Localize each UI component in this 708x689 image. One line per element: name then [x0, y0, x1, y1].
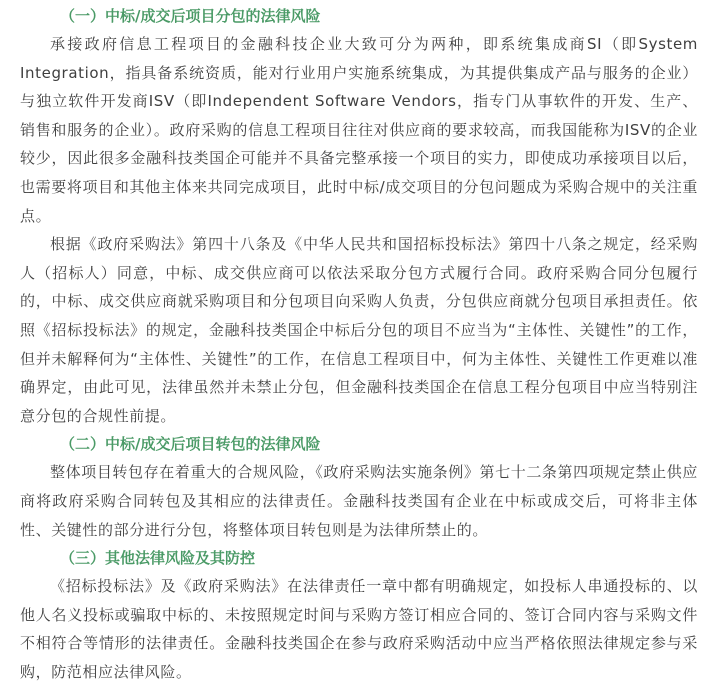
section-1-paragraph-2: 根据《政府采购法》第四十八条及《中华人民共和国招标投标法》第四十八条之规定，经采购人（招标人）同意，中标、成交供应商可以依法采取分包方式履行合同。政府采购合同分包履行的，中标、成交供应商就采购项目和分包项目向采购人负责，分包供应商就分包项目承担责任。依照《招标投标法》的规定，金融科技类国企中标后分包的项目不应当为“主体性、关键性”的工作，但并未解释何为“主体性、关键性”的工作，在信息工程项目中，何为主体性、关键性工作更难以准确界定，由此可见，法律虽然并未禁止分包，但金融科技类国企在信息工程分包项目中应当特别注意分包的合规性前提。 — [20, 235, 698, 425]
section-2-paragraph-1: 整体项目转包存在着重大的合规风险，《政府采购法实施条例》第七十二条第四项规定禁止供应商将政府采购合同转包及其相应的法律责任。金融科技类国有企业在中标或成交后，可将非主体性、关键性的部分进行分包，将整体项目转包则是为法律所禁止的。 — [20, 463, 698, 539]
section-heading-2: （二）中标/成交后项目转包的法律风险 — [60, 435, 321, 454]
section-1-paragraph-1: 承接政府信息工程项目的金融科技企业大致可分为两种，即系统集成商SI（即System Integration，指具备系统资质，能对行业用户实施系统集成，为其提供集成产品与服务的企业）与独立软件开发商ISV（即Independent Software Vendors，指专门从事软件的开发、生产、销售和服务的企业）。政府采购的信息工程项目往往对供应商的要求较高，而我国能称为ISV的企业较少，因此很多金融科技类国企可能并不具备完整承接一个项目的实力，即使成功承接项目以后，也需要将项目和其他主体来共同完成项目，此时中标/成交项目的分包问题成为采购合规中的关注重点。 — [20, 35, 698, 225]
section-heading-3: （三）其他法律风险及其防控 — [60, 549, 256, 568]
section-heading-1: （一）中标/成交后项目分包的法律风险 — [60, 7, 321, 25]
section-3-paragraph-1: 《招标投标法》及《政府采购法》在法律责任一章中都有明确规定，如投标人串通投标的、以他人名义投标或骗取中标的、未按照规定时间与采购方签订相应合同的、签订合同内容与采购文件不相符合等情形的法律责任。金融科技类国企在参与政府采购活动中应当严格依照法律规定参与采购，防范相应法律风险。 — [20, 577, 698, 681]
